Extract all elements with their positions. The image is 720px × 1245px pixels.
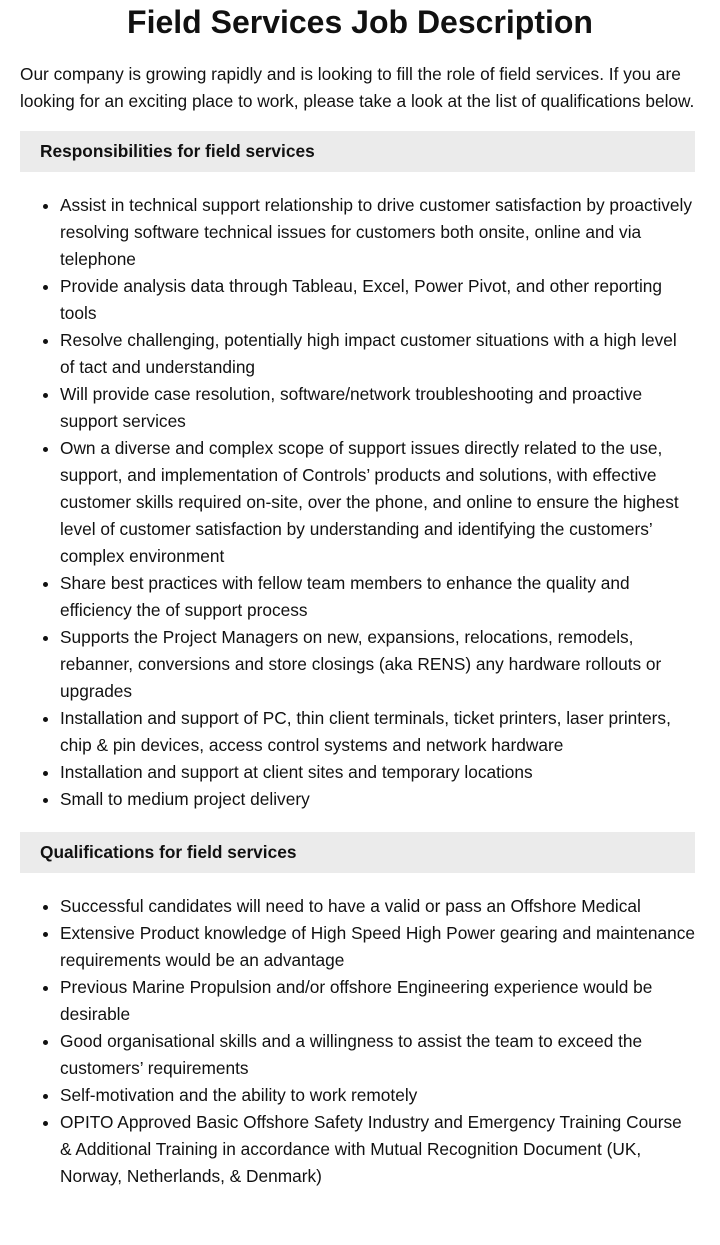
list-item: • Self-motivation and the ability to work remotely xyxy=(60,1082,695,1109)
qualifications-heading: Qualifications for field services xyxy=(20,832,695,873)
responsibilities-list xyxy=(20,192,695,813)
list-item: • Previous Marine Propulsion and/or offshore Engineering experience would be desirable xyxy=(60,974,695,1028)
list-item: • Resolve challenging, potentially high impact customer situations with a high level of tact and understanding xyxy=(60,327,695,381)
list-item: • Extensive Product knowledge of High Speed High Power gearing and maintenance requirements would be an advantage xyxy=(60,920,695,974)
list-item: • OPITO Approved Basic Offshore Safety Industry and Emergency Training Course & Additional Training in accordance with Mutual Recognition Document (UK, Norway, Netherlands, & Denmark) xyxy=(60,1109,695,1190)
page-title: Field Services Job Description xyxy=(127,4,593,40)
list-item: • Small to medium project delivery xyxy=(60,786,695,813)
list-item: • Installation and support of PC, thin client terminals, ticket printers, laser printers, chip & pin devices, access control systems and network hardware xyxy=(60,705,695,759)
qualifications-list xyxy=(20,893,695,1190)
list-item: • Own a diverse and complex scope of support issues directly related to the use, support, and implementation of Controls’ products and solutions, with effective customer skills required on-site, over the phone, and online to ensure the highest level of customer satisfaction by understanding and identifying the customers’ complex environment xyxy=(60,435,695,570)
intro-paragraph: Our company is growing rapidly and is looking to fill the role of field services. If you are looking for an exciting place to work, please take a look at the list of qualifications below. xyxy=(20,64,695,111)
list-item: • Successful candidates will need to have a valid or pass an Offshore Medical xyxy=(60,893,695,920)
list-item: • Provide analysis data through Tableau, Excel, Power Pivot, and other reporting tools xyxy=(60,273,695,327)
list-item: • Good organisational skills and a willingness to assist the team to exceed the customers’ requirements xyxy=(60,1028,695,1082)
list-item: • Share best practices with fellow team members to enhance the quality and efficiency the of support process xyxy=(60,570,695,624)
list-item: • Supports the Project Managers on new, expansions, relocations, remodels, rebanner, conversions and store closings (aka RENS) any hardware rollouts or upgrades xyxy=(60,624,695,705)
list-item: • Assist in technical support relationship to drive customer satisfaction by proactively resolving software technical issues for customers both onsite, online and via telephone xyxy=(60,192,695,273)
list-item: • Will provide case resolution, software/network troubleshooting and proactive support services xyxy=(60,381,695,435)
list-item: • Installation and support at client sites and temporary locations xyxy=(60,759,695,786)
responsibilities-heading: Responsibilities for field services xyxy=(20,131,695,172)
